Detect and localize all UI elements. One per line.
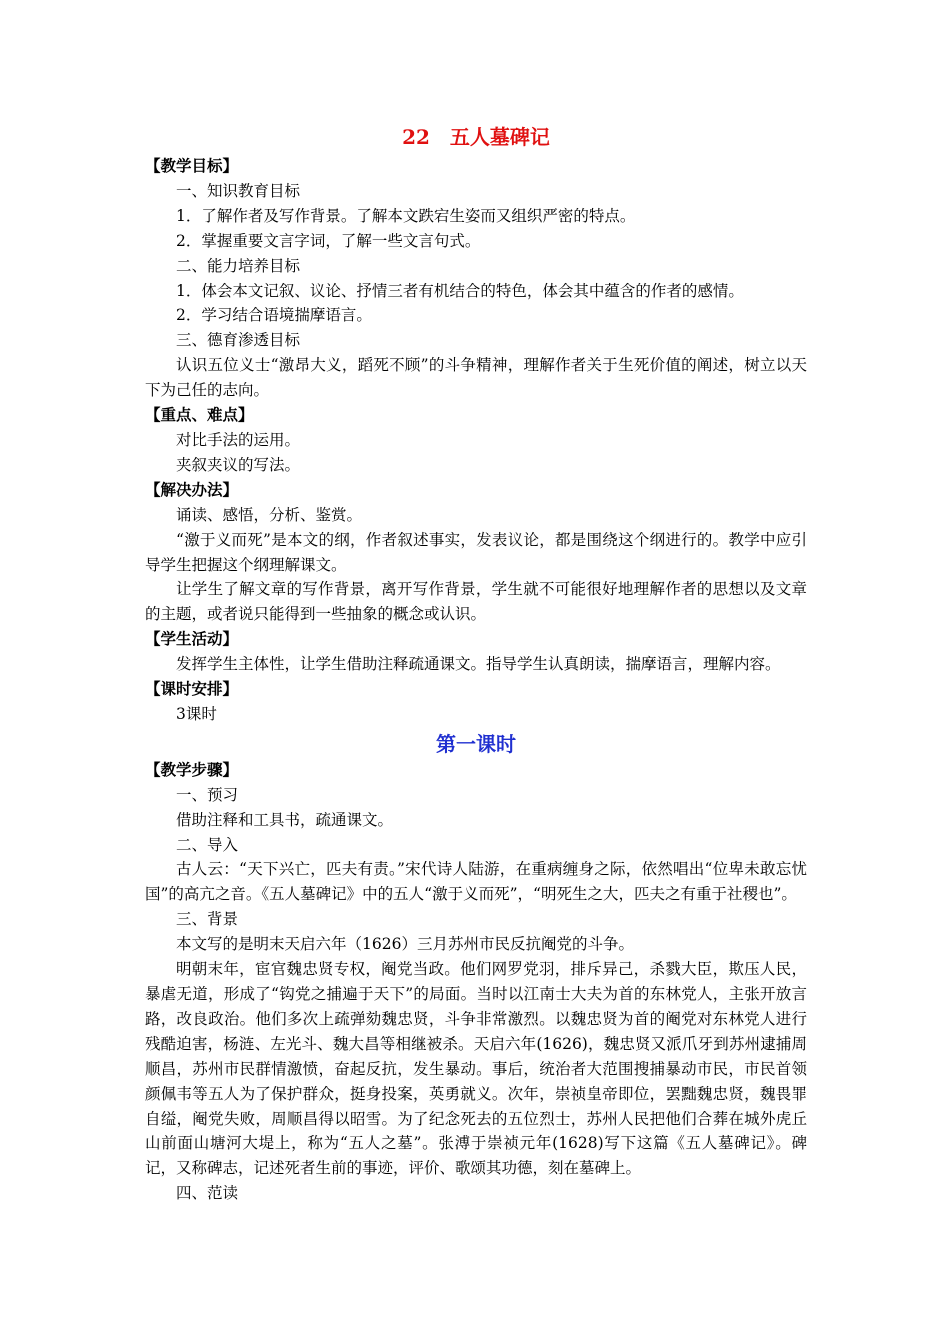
paragraph: 2．学习结合语境揣摩语言。 bbox=[176, 306, 372, 325]
paragraph: 借助注释和工具书，疏通课文。 bbox=[176, 810, 394, 829]
paragraph: 一、预习 bbox=[176, 785, 239, 804]
paragraph: 让学生了解文章的写作背景，离开写作背景，学生就不可能很好地理解作者的思想以及文章的主题，或者说只能得到一些抽象的概念或认识。 bbox=[145, 580, 807, 624]
paragraph: 四、范读 bbox=[176, 1184, 239, 1203]
lesson-overview-section bbox=[145, 154, 807, 727]
paragraph: 认识五位义士“激昂大义，蹈死不顾”的斗争精神，理解作者关于生死价值的阐述，树立以天下为己任的志向。 bbox=[145, 356, 807, 400]
paragraph: “激于义而死”是本文的纲，作者叙述事实，发表议论，都是围绕这个纲进行的。教学中应引导学生把握这个纲理解课文。 bbox=[145, 530, 807, 574]
paragraph: 诵读、感悟，分析、鉴赏。 bbox=[176, 505, 363, 524]
paragraph: 二、能力培养目标 bbox=[176, 256, 301, 275]
paragraph: 3课时 bbox=[176, 704, 217, 723]
paragraph: 对比手法的运用。 bbox=[176, 430, 301, 449]
paragraph: 三、德育渗透目标 bbox=[176, 331, 301, 350]
paragraph: 古人云：“天下兴亡，匹夫有责。”宋代诗人陆游，在重病缠身之际，依然唱出“位卑未敢忘忧国”的高亢之音。《五人墓碑记》中的五人“激于义而死”，“明死生之大，匹夫之有重于社稷也”。 bbox=[145, 860, 807, 904]
section-heading: 【教学目标】 bbox=[145, 156, 239, 175]
paragraph: 1．了解作者及写作背景。了解本文跌宕生姿而又组织严密的特点。 bbox=[176, 206, 636, 225]
section-heading: 【学生活动】 bbox=[145, 629, 239, 649]
section-heading: 【重点、难点】 bbox=[145, 405, 254, 425]
paragraph: 本文写的是明末天启六年（1626）三月苏州市民反抗阉党的斗争。 bbox=[176, 935, 634, 954]
section-heading: 【教学步骤】 bbox=[145, 759, 239, 779]
document-title: 22 五人墓碑记 bbox=[402, 125, 550, 149]
document-page bbox=[145, 120, 807, 1206]
paragraph: 二、导入 bbox=[176, 835, 239, 854]
paragraph: 1．体会本文记叙、议论、抒情三者有机结合的特色，体会其中蕴含的作者的感情。 bbox=[176, 281, 744, 300]
teaching-steps-section bbox=[145, 758, 807, 1206]
section-heading: 【解决办法】 bbox=[145, 479, 239, 499]
paragraph: 2．掌握重要文言字词，了解一些文言句式。 bbox=[176, 231, 481, 250]
paragraph: 夹叙夹议的写法。 bbox=[176, 455, 301, 474]
paragraph: 三、背景 bbox=[176, 910, 239, 929]
paragraph: 发挥学生主体性，让学生借助注释疏通课文。指导学生认真朗读，揣摩语言，理解内容。 bbox=[176, 655, 781, 674]
section-heading: 【课时安排】 bbox=[145, 679, 239, 699]
section-title: 第一课时 bbox=[436, 731, 516, 756]
paragraph: 一、知识教育目标 bbox=[176, 181, 301, 200]
paragraph: 明朝末年，宦官魏忠贤专权，阉党当政。他们网罗党羽，排斥异己，杀戮大臣，欺压人民，暴虐无道，形成了“钩党之捕遍于天下”的局面。当时以江南士大夫为首的东林党人，主张开放言路，改良政治。他们多次上疏弹劾魏忠贤，斗争非常激烈。以魏忠贤为首的阉党对东林党人进行残酷迫害，杨涟、左光斗、魏大昌等相继被杀。天启六年(1626)，魏忠贤又派爪牙到苏州逮捕周顺昌，苏州市民群情激愤，奋起反抗，发生暴动。事后，统治者大范围搜捕暴动市民，市民首领颜佩韦等五人为了保护群众，挺身投案，英勇就义。次年，崇祯皇帝即位，罢黜魏忠贤，魏畏罪自缢，阉党失败，周顺昌得以昭雪。为了纪念死去的五位烈士，苏州人民把他们合葬在城外虎丘山前面山塘河大堤上，称为“五人之墓”。张溥于崇祯元年(1628)写下这篇《五人墓碑记》。碑记，又称碑志，记述死者生前的事迹，评价、歌颂其功德，刻在墓碑上。 bbox=[145, 960, 807, 1178]
